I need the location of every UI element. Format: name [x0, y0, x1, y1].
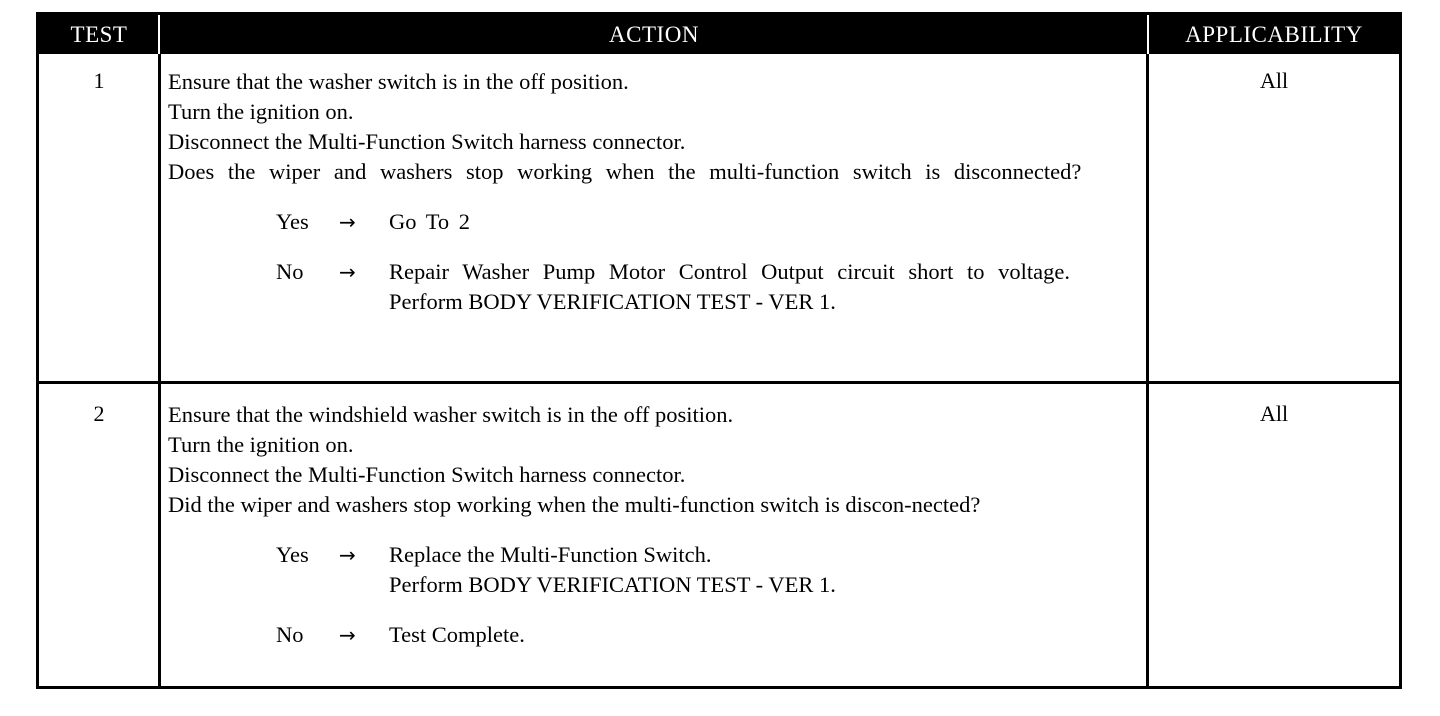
result-line: Test Complete. — [389, 622, 525, 647]
no-label: No — [276, 259, 304, 284]
yes-label: Yes — [276, 209, 309, 234]
no-result — [389, 620, 1138, 650]
action-step: Turn the ignition on. — [168, 99, 354, 124]
table-row — [39, 54, 1399, 384]
no-branch — [168, 620, 1138, 650]
arrow-right-icon: → — [339, 543, 356, 567]
yes-result — [389, 540, 1138, 600]
action-question: Did the wiper and washers stop working when the multi-function switch is discon-nected? — [168, 492, 981, 517]
diagnostic-test-table — [36, 12, 1402, 689]
applicability-value: All — [1259, 401, 1289, 426]
action-cell — [168, 67, 1138, 317]
result-line: Perform BODY VERIFICATION TEST - VER 1. — [389, 572, 836, 597]
arrow-right-icon: → — [339, 260, 356, 284]
action-step: Disconnect the Multi-Function Switch harness connector. — [168, 462, 686, 487]
result-line: Go To 2 — [389, 209, 471, 234]
header-action: ACTION — [609, 22, 699, 47]
result-line: Repair Washer Pump Motor Control Output circuit short to voltage. — [389, 259, 1070, 284]
action-step: Ensure that the washer switch is in the off position. — [168, 69, 629, 94]
column-divider — [158, 54, 161, 686]
result-line: Replace the Multi-Function Switch. — [389, 542, 712, 567]
arrow-right-icon: → — [339, 210, 356, 234]
no-result — [389, 257, 1138, 317]
action-question: Does the wiper and washers stop working when the multi-function switch is disconnected? — [168, 159, 1082, 184]
yes-branch — [168, 207, 1138, 237]
test-number: 2 — [93, 401, 105, 426]
action-step: Ensure that the windshield washer switch is in the off position. — [168, 402, 734, 427]
header-applicability: APPLICABILITY — [1185, 22, 1363, 47]
action-cell — [168, 400, 1138, 650]
yes-label: Yes — [276, 542, 309, 567]
applicability-value: All — [1259, 68, 1289, 93]
yes-result — [389, 207, 1138, 237]
action-step: Disconnect the Multi-Function Switch harness connector. — [168, 129, 686, 154]
arrow-right-icon: → — [339, 623, 356, 647]
table-row — [39, 387, 1399, 686]
column-divider — [1146, 54, 1149, 686]
header-test: TEST — [70, 22, 128, 47]
yes-branch — [168, 540, 1138, 600]
no-branch — [168, 257, 1138, 317]
table-header — [39, 15, 1399, 54]
action-step: Turn the ignition on. — [168, 432, 354, 457]
no-label: No — [276, 622, 304, 647]
result-line: Perform BODY VERIFICATION TEST - VER 1. — [389, 289, 836, 314]
test-number: 1 — [93, 68, 105, 93]
